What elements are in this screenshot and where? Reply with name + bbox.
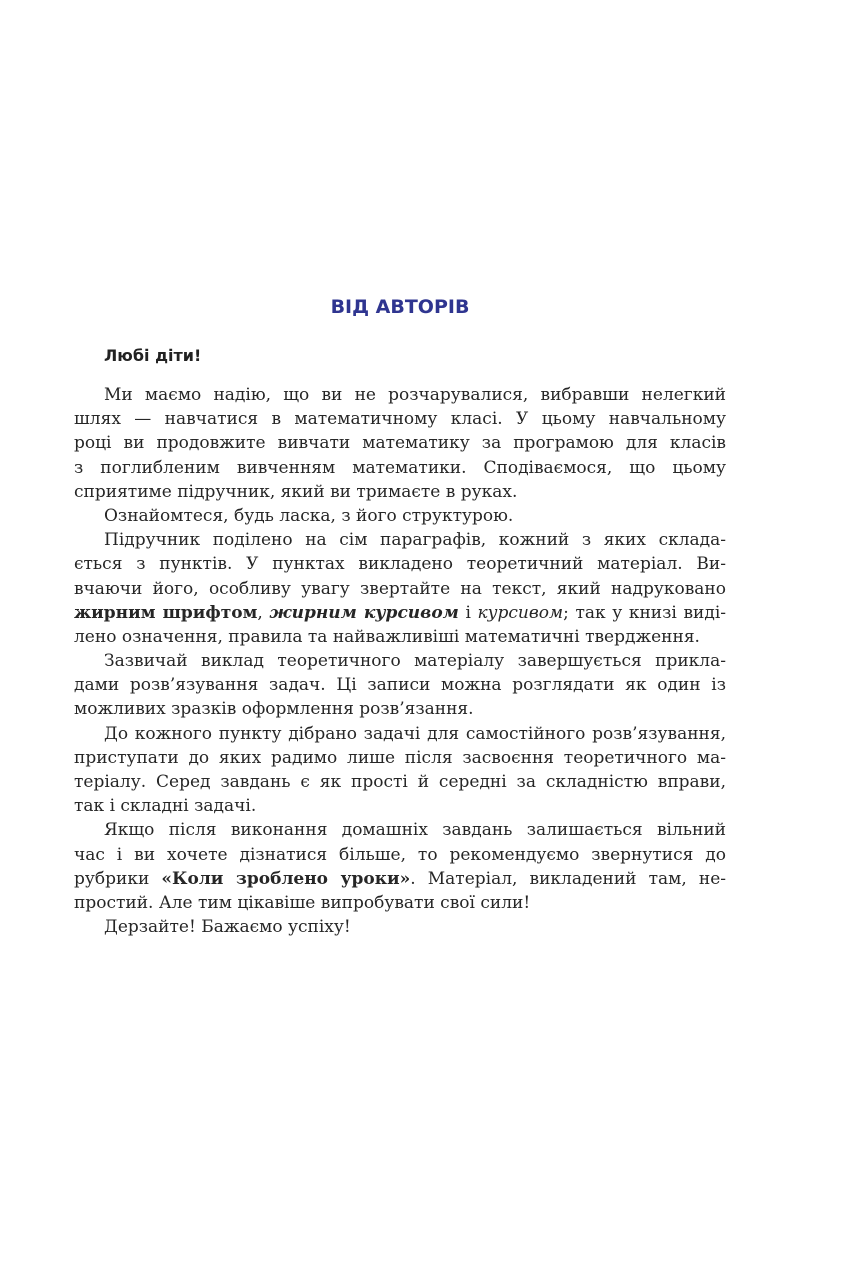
text-line: вчаючи його, особливу увагу звертайте на текст, який надруковано (74, 578, 726, 599)
separator: і (458, 602, 478, 623)
body-text (74, 383, 726, 939)
text-line: теріалу. Серед завдань є як прості й середні за складністю вправи, (74, 772, 726, 792)
text-line-mixed (74, 867, 726, 891)
italic-term: курсивом (477, 602, 564, 623)
text-line: Зазвичай виклад теоретичного матеріалу завершується прикла- (104, 651, 726, 672)
text-line: лено означення, правила та найважливіші математичні твердження. (74, 626, 700, 647)
bold-term: жирним шрифтом (74, 602, 258, 623)
greeting: Любі діти! (104, 346, 202, 365)
text-line: можливих зразків оформлення розв’язання. (74, 699, 474, 720)
text-line: Якщо після виконання домашніх завдань залишається вільний (104, 820, 726, 841)
text-line: Ми маємо надію, що ви не розчарувалися, вибравши нелегкий (104, 385, 726, 405)
text-line: з поглибленим вивченням математики. Сподіваємося, що цьому (74, 457, 726, 478)
text-line: простий. Але тим цікавіше випробувати свої сили! (74, 892, 531, 913)
text-line: ється з пунктів. У пунктах викладено теоретичний матеріал. Ви- (74, 554, 726, 575)
text-line: році ви продовжите вивчати математику за програмою для класів (74, 433, 726, 454)
text-line: дами розв’язування задач. Ці записи можна розглядати як один із (74, 675, 726, 696)
text-line: приступати до яких радимо лише після засвоєння теоретичного ма- (74, 747, 726, 768)
text-line: час і ви хочете дізнатися більше, то рекомендуємо звернутися до (74, 844, 726, 865)
text-line: Ознайомтеся, будь ласка, з його структурою. (104, 505, 514, 526)
text-line: Дерзайте! Бажаємо успіху! (104, 917, 351, 938)
text-line: До кожного пункту дібрано задачі для самостійного розв’язування, (104, 723, 726, 744)
text-fragment: . Матеріал, викладений там, не- (410, 868, 727, 889)
bold-italic-term: жирним курсивом (269, 602, 459, 623)
text-line: Підручник поділено на сім параграфів, кожний з яких склада- (104, 530, 726, 551)
separator: , (257, 602, 270, 623)
text-line: так і складні задачі. (74, 796, 257, 817)
text-line: шлях — навчатися в математичному класі. У цьому навчальному (74, 409, 726, 430)
text-fragment: ; так у книзі виді- (563, 602, 727, 623)
text-fragment: рубрики (74, 868, 162, 889)
section-heading: ВІД АВТОРІВ (330, 296, 470, 318)
rubric-name: «Коли зроблено уроки» (161, 868, 411, 889)
text-line: сприятиме підручник, який ви тримаєте в руках. (74, 481, 518, 502)
text-line-mixed (74, 601, 726, 625)
